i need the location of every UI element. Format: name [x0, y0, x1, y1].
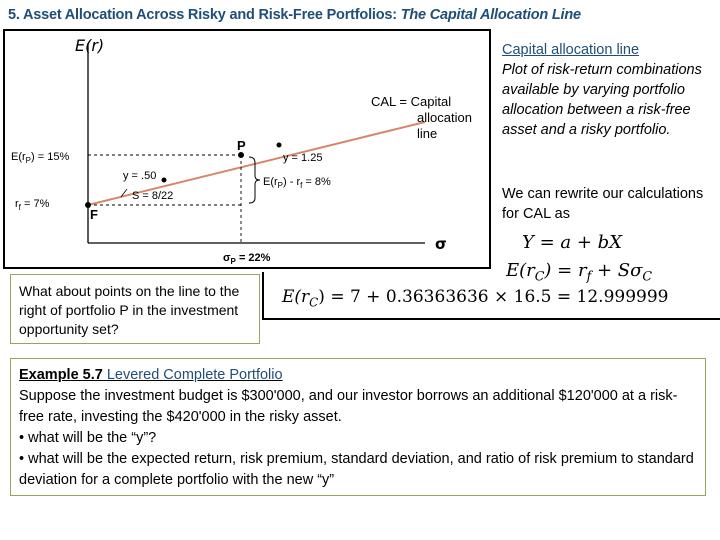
side-heading: Capital allocation line — [502, 42, 640, 58]
equation-cal: $E(r_C) = r_f + S\sigma_C$ — [506, 260, 653, 284]
example-line1: Suppose the investment budget is $300'000, and our investor borrows an additional $120'000 at a risk-free rate, investing the $420'000 in the risky asset. — [19, 388, 678, 425]
cal-label-3: line — [417, 126, 438, 141]
x-axis-label: σ — [435, 235, 447, 253]
erp-label: $E(r_P) = 15\%$ — [11, 151, 70, 165]
cal-diagram-svg — [5, 31, 489, 267]
equation-box-left — [262, 272, 264, 320]
y-axis-label: E(r) — [75, 36, 105, 55]
example-heading: Example 5.7 Levered Complete Portfolio — [19, 367, 283, 383]
equation-box-bottom — [262, 318, 720, 320]
example-box — [10, 358, 706, 496]
example-bullet2: • what will be the expected return, risk premium, standard deviation, and ratio of risk premium to standard deviation for a complete portfolio with the new “y” — [19, 451, 694, 488]
rf-label: $r_f = 7\%$ — [15, 198, 50, 212]
rewrite-text: We can rewrite our calculations for CAL as — [502, 186, 704, 222]
point-y125-marker — [277, 143, 282, 148]
cal-label-2: allocation — [417, 110, 472, 125]
point-f-label: F — [90, 207, 98, 222]
question-box — [10, 274, 260, 344]
premium-label: $E(r_P) - r_f = 8\%$ — [263, 176, 331, 190]
side-description: Plot of risk-return combinations available by varying portfolio allocation between a risk-free asset and a risky portfolio. — [502, 62, 702, 138]
equation-linear: Y = a + bX — [522, 232, 623, 253]
title-main: 5. Asset Allocation Across Risky and Risk-Free Portfolios: — [8, 7, 401, 23]
equation-numeric: $E(r_C) = 7 + 0.36363636 \times 16.5 = 12.999999$ — [282, 287, 669, 310]
example-bullet1: • what will be the “y”? — [19, 430, 157, 446]
title-italic: The Capital Allocation Line — [400, 7, 581, 23]
sigma-p-label: $\sigma_P = 22\%$ — [223, 252, 271, 266]
slope-label: S = 8/22 — [132, 190, 174, 202]
cal-label-1: CAL = Capital — [371, 94, 452, 109]
y125-label: y = 1.25 — [283, 152, 323, 164]
y50-label: y = .50 — [123, 170, 157, 182]
side-definition — [502, 40, 717, 140]
question-text: What about points on the line to the right of portfolio P in the investment opportunity set? — [19, 283, 240, 337]
point-y50-marker — [162, 178, 167, 183]
slide-title — [8, 7, 581, 23]
point-p-label: P — [237, 138, 246, 153]
cal-diagram — [3, 29, 491, 269]
